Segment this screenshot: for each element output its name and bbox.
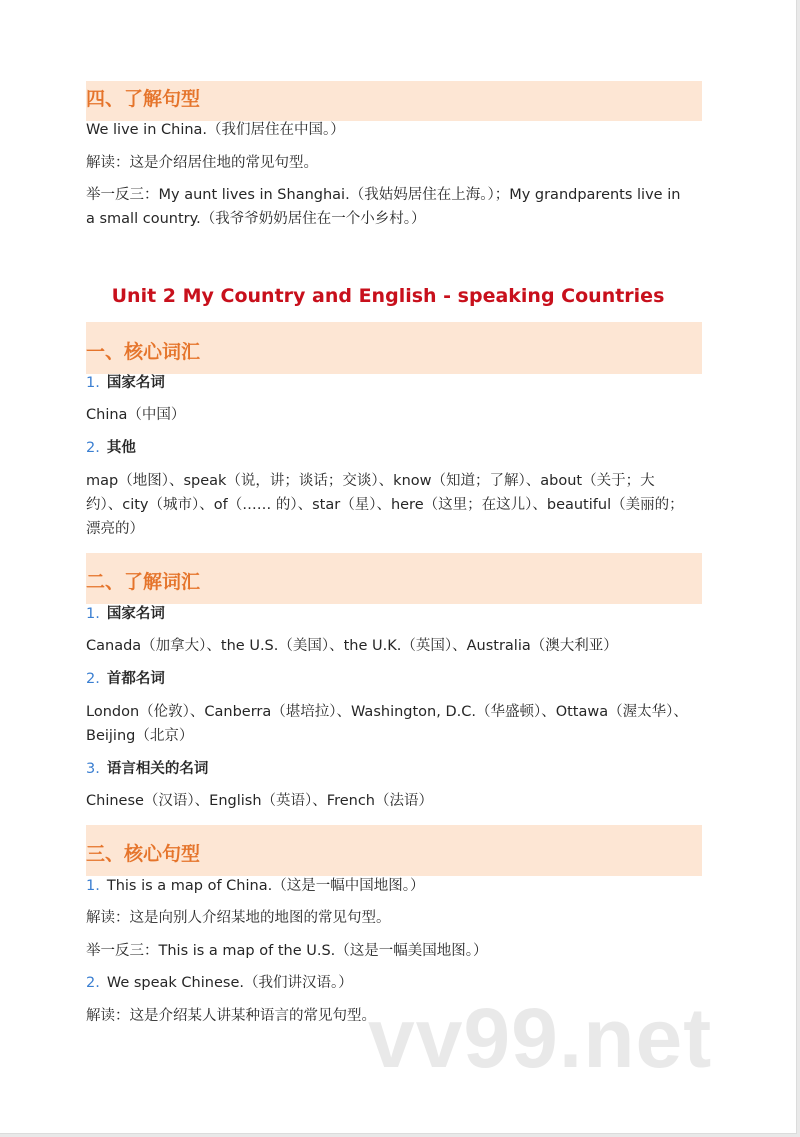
section-title-core-vocab: 一、核心词汇 bbox=[86, 341, 201, 363]
vocab-group-content: Canada（加拿大）、the U.S.（美国）、the U.K.（英国）、Australia（澳大利亚） bbox=[86, 638, 618, 654]
list-number: 1. bbox=[86, 606, 100, 622]
vocab-group-heading bbox=[86, 759, 208, 779]
list-number: 1. bbox=[86, 878, 100, 894]
vocab-group-heading bbox=[86, 604, 165, 624]
vocab-group-content: map（地图）、speak（说，讲；谈话；交谈）、know（知道；了解）、about（关于；大约）、city（城市）、of（…… 的）、star（星）、here（这里；在这儿）、beautiful（美丽的；漂亮的） bbox=[86, 473, 684, 537]
explanation-text: 解读：这是介绍某人讲某种语言的常见句型。 bbox=[86, 1008, 376, 1024]
example-text: 举一反三：My aunt lives in Shanghai.（我姑妈居住在上海。）；My grandparents live in a small country.（我爷爷奶奶居住在一个小乡村。） bbox=[86, 187, 681, 227]
list-number: 2. bbox=[86, 440, 100, 456]
group-label: 首都名词 bbox=[106, 671, 165, 687]
list-number: 3. bbox=[86, 761, 100, 777]
section-title-understand-sentences: 四、了解句型 bbox=[86, 88, 201, 110]
section-title-extra-vocab: 二、了解词汇 bbox=[86, 571, 201, 593]
vocab-group-content: Chinese（汉语）、English（英语）、French（法语） bbox=[86, 793, 433, 809]
group-label: 国家名词 bbox=[106, 606, 165, 622]
sentence-text bbox=[86, 876, 424, 896]
example-text: 举一反三：This is a map of the U.S.（这是一幅美国地图。） bbox=[86, 943, 488, 959]
sentence-text: We live in China.（我们居住在中国。） bbox=[86, 122, 345, 138]
vocab-group-heading bbox=[86, 669, 165, 689]
list-number: 2. bbox=[86, 671, 100, 687]
list-number: 1. bbox=[86, 375, 100, 391]
group-label: 其他 bbox=[106, 440, 136, 456]
vocab-group-heading bbox=[86, 373, 165, 393]
vocab-group-content: China（中国） bbox=[86, 407, 186, 423]
group-label: 语言相关的名词 bbox=[106, 761, 209, 777]
watermark: vv99.net bbox=[368, 991, 713, 1085]
sentence-body: We speak Chinese.（我们讲汉语。） bbox=[106, 975, 353, 991]
unit-title: Unit 2 My Country and English - speaking Countries bbox=[111, 285, 665, 307]
explanation-text: 解读：这是介绍居住地的常见句型。 bbox=[86, 155, 318, 171]
sentence-text bbox=[86, 973, 353, 993]
vocab-group-heading bbox=[86, 438, 136, 458]
vocab-group-content: London（伦敦）、Canberra（堪培拉）、Washington, D.C.（华盛顿）、Ottawa（渥太华）、Beijing（北京） bbox=[86, 704, 688, 744]
explanation-text: 解读：这是向别人介绍某地的地图的常见句型。 bbox=[86, 910, 391, 926]
list-number: 2. bbox=[86, 975, 100, 991]
sentence-body: This is a map of China.（这是一幅中国地图。） bbox=[106, 878, 425, 894]
group-label: 国家名词 bbox=[106, 375, 165, 391]
section-title-core-sentences: 三、核心句型 bbox=[86, 843, 201, 865]
